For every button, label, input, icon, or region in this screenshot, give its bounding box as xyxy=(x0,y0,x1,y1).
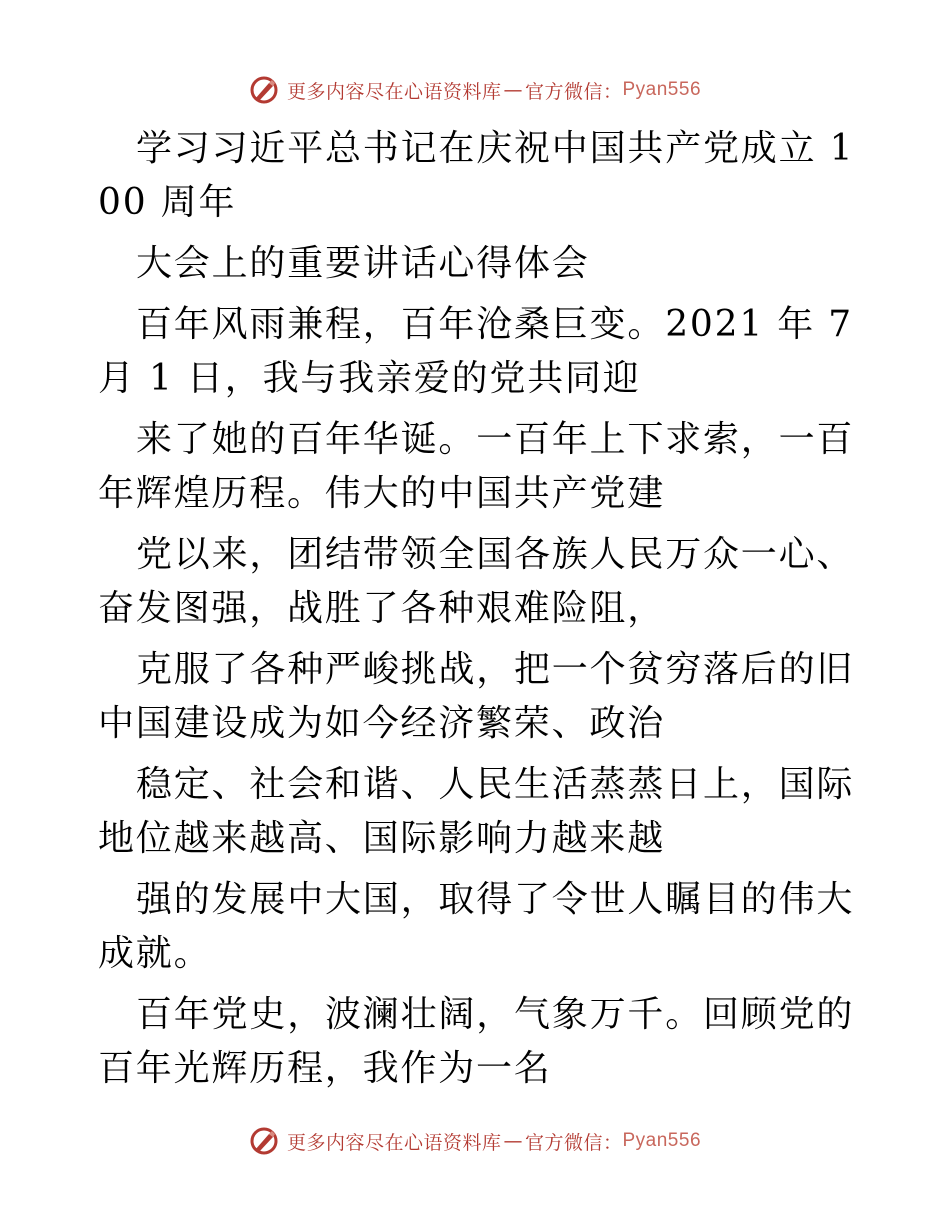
banner-label: 官方微信： xyxy=(524,1131,623,1154)
paragraph: 稳定、社会和谐、人民生活蒸蒸日上，国际地位越来越高、国际影响力越来越 xyxy=(98,764,855,859)
paragraph: 百年党史，波澜壮阔，气象万千。回顾党的百年光辉历程，我作为一名 xyxy=(98,994,855,1089)
header-watermark-banner xyxy=(0,73,950,107)
banner-text: 更多内容尽在心语资料库 xyxy=(286,80,502,103)
paragraph: 克服了各种严峻挑战，把一个贫穷落后的旧中国建设成为如今经济繁荣、政治 xyxy=(98,649,855,744)
banner-handle: Pyan556 xyxy=(622,1130,702,1151)
paragraph: 强的发展中大国，取得了令世人瞩目的伟大成就。 xyxy=(98,879,855,974)
banner-dash: — xyxy=(503,79,523,101)
paragraph: 来了她的百年华诞。一百年上下求索，一百年辉煌历程。伟大的中国共产党建 xyxy=(98,419,855,514)
paragraph-title-2: 大会上的重要讲话心得体会 xyxy=(136,243,590,284)
banner-handle: Pyan556 xyxy=(622,79,702,100)
banner-text: 更多内容尽在心语资料库 xyxy=(286,1131,502,1154)
banner-label: 官方微信： xyxy=(524,80,623,103)
paragraph: 百年风雨兼程，百年沧桑巨变。2021 年 7 月 1 日，我与我亲爱的党共同迎 xyxy=(98,304,854,399)
paragraph: 党以来，团结带领全国各族人民万众一心、奋发图强，战胜了各种艰难险阻， xyxy=(98,534,855,629)
banner-dash: — xyxy=(503,1130,523,1152)
pen-logo-icon xyxy=(249,75,279,105)
paragraph-title-1: 学习习近平总书记在庆祝中国共产党成立 100 周年 xyxy=(98,128,855,223)
document-body xyxy=(98,122,858,1103)
pen-logo-icon xyxy=(249,1126,279,1156)
footer-watermark-banner xyxy=(0,1124,950,1158)
